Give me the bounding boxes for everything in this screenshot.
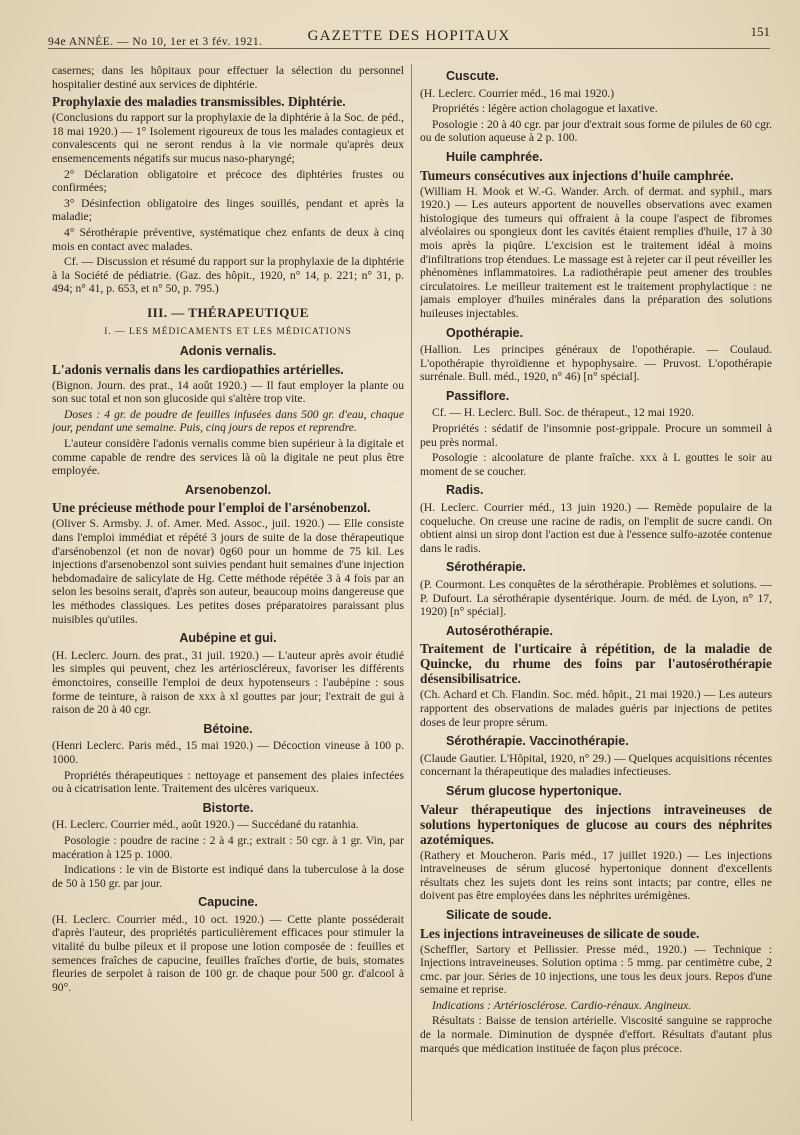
- paragraph-silicate-resultats: Résultats : Baisse de tension artérielle. Viscosité sanguine se rapproche de la normale. Diminution de dyspnée d'effort. Résultats d'autant plus marqués que médication instituée de façon plus précoce.: [420, 1014, 772, 1055]
- section-title: III. — THÉRAPEUTIQUE: [147, 304, 309, 320]
- article-title-prophylaxie: Prophylaxie des maladies transmissibles. Diphtérie.: [52, 94, 346, 110]
- paragraph-arsenobenzol-ref: (Oliver S. Armsby. J. of. Amer. Med. Assoc., juil. 1920.) — Elle consiste dans l'emploi immédiat et répété 3 jours de suite de la dose thérapeutique d'arsénobenzol (et non de novar) 0g60 pour un homme de 75 kil. Les injections d'arsenobenzol sont suivies pendant huit semaines d'une injection hebdomadaire de salicylate de Hg. Cette méthode répétée 3 à 4 fois par an selon les besoins serait, d'après son auteur, beaucoup moins dangereuse que les méthodes classiques. Les petites doses préparatoires paraissant plus nuisibles qu'utiles.: [52, 517, 404, 626]
- paragraph-prophylaxie-item3: 3° Désinfection obligatoire des linges souillés, pendant et après la maladie;: [52, 196, 404, 224]
- subsection-title: I. — LES MÉDICAMENTS ET LES MÉDICATIONS: [104, 326, 352, 337]
- paragraph-bistorte-indications: Indications : le vin de Bistorte est indiqué dans la tuberculose à la dose de 50 à 150 gr. par jour.: [52, 863, 404, 890]
- drug-heading-huile: Huile camphrée.: [446, 149, 543, 164]
- drug-heading-cuscute: Cuscute.: [446, 69, 499, 83]
- paragraph-betoine-props: Propriétés thérapeutiques : nettoyage et pansement des plaies infectées ou à cicatrisation lente. Traitement des ulcères variqueux.: [52, 768, 404, 796]
- paragraph-adonis-ref: (Bignon. Journ. des prat., 14 août 1920.) — Il faut employer la plante ou son suc total et non son glucoside qui s'altère trop vite.: [52, 378, 404, 406]
- drug-heading-aubepine: Aubépine et gui.: [179, 631, 277, 646]
- paragraph-huile-ref: (William H. Mook et W.-G. Wander. Arch. of dermat. and syphil., mars 1920.) — Les auteurs apportent de nouvelles observations avec examen histologique des tumeurs qui offraient à la coupe l'aspect de fibromes alvéolaires ou spongieux dont les cavités étaient remplies d'huile, 17 à 30 mois après la piqûre. L'excision est le traitement idéal à moins d'infiltrations trop étendues. Le massage est à rejeter car il peut réveiller les phénomènes inflammatoires. La radiothérapie peut amener des troubles circulatoires. Le meilleur traitement est le traitement prophylactique : ne jamais employer d'huiles minérales dans la préparation des solutions huileuses injectables.: [420, 184, 772, 320]
- right-column: [420, 64, 772, 1127]
- paragraph-prophylaxie-item2: 2° Déclaration obligatoire et précoce des diphtéries frustes ou confirmées;: [52, 167, 404, 195]
- paragraph-aubepine-ref: (H. Leclerc. Journ. des prat., 31 juil. 1920.) — L'auteur après avoir étudié les simples qui peuvent, chez les artérioscléreux, favoriser les différents émonctoires, conseille l'emploi de deux hypotenseurs : l'aubépine : sous forme de teinture, à raison de xxx à xl gouttes par jour; l'extrait de gui à raison de 20 à 40 cgr.: [52, 648, 404, 717]
- drug-heading-vaccinotherapie: Sérothérapie. Vaccinothérapie.: [446, 734, 629, 749]
- journal-title: GAZETTE DES HOPITAUX: [307, 28, 511, 44]
- paragraph-adonis-body: L'auteur considère l'adonis vernalis comme bien supérieur à la digitale et comme capable de rendre des services là où la digitale ne peut plus être employée.: [52, 437, 404, 478]
- paragraph-cuscute-props: Propriétés : légère action cholagogue et laxative.: [432, 102, 658, 116]
- drug-heading-silicate: Silicate de soude.: [446, 907, 552, 922]
- paragraph-serotherapie-ref: (P. Courmont. Les conquêtes de la sérothérapie. Problèmes et solutions. — P. Dufourt. La sérothérapie dysentérique. Journ. de méd. de Lyon, n° 17, 1920) [n° spécial].: [420, 578, 772, 619]
- drug-heading-opotherapie: Opothérapie.: [446, 325, 524, 340]
- article-title-huile: Tumeurs consécutives aux injections d'huile camphrée.: [420, 167, 734, 183]
- paragraph-casernes: casernes; dans les hôpitaux pour effectuer la sélection du personnel hospitalier destiné aux services de diphtérie.: [52, 64, 404, 91]
- paragraph-bistorte-ref: (H. Leclerc. Courrier méd., août 1920.) — Succédané du ratanhia.: [52, 818, 359, 832]
- paragraph-silicate-ref: (Scheffler, Sartory et Pellissier. Presse méd., 1920.) — Technique : Injections intraveineuses. Solution optima : 5 mmg. par centimètre cube, 2 cmc. par jour. Séries de 10 injections, une tous les deux jours. Repos d'une semaine et reprise.: [420, 942, 772, 997]
- paragraph-passiflore-posologie: Posologie : alcoolature de plante fraîche. xxx à L gouttes le soir au moment de se coucher.: [420, 451, 772, 478]
- paragraph-passiflore-cf: Cf. — H. Leclerc. Bull. Soc. de thérapeut., 12 mai 1920.: [432, 406, 695, 420]
- paragraph-autoserotherapie-ref: (Ch. Achard et Ch. Flandin. Soc. méd. hôpit., 21 mai 1920.) — Les auteurs rapportent des observations de malades guéris par injections de petites doses de leur propre sérum.: [420, 688, 772, 729]
- article-title-adonis: L'adonis vernalis dans les cardiopathies artérielles.: [52, 361, 344, 377]
- paragraph-vaccinotherapie-ref: (Claude Gautier. L'Hôpital, 1920, n° 29.) — Quelques acquisitions récentes concernant la thérapeutique des maladies infectieuses.: [420, 751, 772, 779]
- paragraph-radis-ref: (H. Leclerc. Courrier méd., 13 juin 1920.) — Remède populaire de la coqueluche. On creuse une racine de radis, on l'emplit de sucre candi. On obtient ainsi un sirop dont l'action est due à l'essence sulfo-azotée contenue dans le radis.: [420, 501, 772, 555]
- paragraph-passiflore-props: Propriétés : sédatif de l'insomnie post-grippale. Procure un sommeil à peu près normal.: [420, 422, 772, 449]
- paragraph-opotherapie-ref: (Hallion. Les principes généraux de l'opothérapie. — Coulaud. L'opothérapie thyroïdienne et hypophysaire. — Pruvost. L'opothérapie surrénale. Bull. méd., 1920, n° 46) [n° spécial].: [420, 343, 772, 384]
- article-title-autoserotherapie: Traitement de l'urticaire à répétition, de la maladie de Quincke, du rhume des foins par l'autosérothérapie désensibilisatrice.: [420, 641, 772, 687]
- paragraph-adonis-doses: Doses : 4 gr. de poudre de feuilles infusées dans 500 gr. d'eau, chaque jour, pendant une semaine. Puis, cinq jours de repos et reprendre.: [52, 407, 404, 435]
- column-divider: [411, 64, 412, 1121]
- paragraph-capucine-ref: (H. Leclerc. Courrier méd., 10 oct. 1920.) — Cette plante posséderait d'après l'auteur, des propriétés particulièrement efficaces pour stimuler la vitalité du bulbe pileux et il propose une lotion composée de : feuilles et semences fraîches de capucine, feuilles fraîches d'ortie, de buis, stomates fleuries de serpolet à raison de 100 gr. de chaque pour 500 gr. d'alcool à 90°.: [52, 912, 404, 994]
- drug-heading-arsenobenzol: Arsenobenzol.: [184, 482, 272, 497]
- page-header: [48, 22, 770, 49]
- drug-heading-serotherapie: Sérothérapie.: [446, 560, 526, 575]
- paragraph-serum-glucose-ref: (Rathery et Moucheron. Paris méd., 17 juillet 1920.) — Les injections intraveineuses de sérum glucosé hypertonique donnent d'excellents résultats chez les sujets dont les reins sont intacts; par contre, elles ne doivent pas être employées dans les néphrites urémigènes.: [420, 848, 772, 903]
- article-title-arsenobenzol: Une précieuse méthode pour l'emploi de l'arsénobenzol.: [52, 500, 371, 516]
- paragraph-bistorte-posologie: Posologie : poudre de racine : 2 à 4 gr.; extrait : 50 cgr. à 1 gr. Vin, par macération à 125 p. 1000.: [52, 833, 404, 861]
- paragraph-betoine-ref: (Henri Leclerc. Paris méd., 15 mai 1920.) — Décoction vineuse à 100 p. 1000.: [52, 739, 404, 766]
- article-title-silicate: Les injections intraveineuses de silicate de soude.: [420, 925, 700, 941]
- drug-heading-adonis: Adonis vernalis.: [179, 344, 277, 359]
- paragraph-prophylaxie-ref: (Conclusions du rapport sur la prophylaxie de la diphtérie à la Soc. de péd., 18 mai 1920.) — 1° Isolement rigoureux de tous les malades contagieux et convalescents qui ne seront rendus à la vie normale qu'après deux ensemencements négatifs sur mucus naso-pharyngé;: [52, 111, 404, 165]
- drug-heading-passiflore: Passiflore.: [446, 388, 510, 403]
- drug-heading-capucine: Capucine.: [198, 895, 258, 910]
- paragraph-cuscute-ref: (H. Leclerc. Courrier méd., 16 mai 1920.): [420, 86, 615, 100]
- left-column: [52, 64, 404, 1127]
- paragraph-cuscute-posologie: Posologie : 20 à 40 cgr. par jour d'extrait sous forme de pilules de 60 cgr. ou de solution aqueuse à 2 p. 100.: [420, 117, 772, 145]
- drug-heading-betoine: Bétoine.: [203, 721, 253, 736]
- drug-heading-bistorte: Bistorte.: [202, 800, 254, 815]
- paragraph-prophylaxie-item4: 4° Sérothérapie préventive, systématique chez enfants de deux à cinq mois en contact avec malades.: [52, 225, 404, 253]
- article-title-serum-glucose: Valeur thérapeutique des injections intraveineuses de solutions hypertoniques de glucose au cours des néphrites azotémiques.: [420, 801, 772, 847]
- drug-heading-autoserotherapie: Autosérothérapie.: [446, 623, 553, 638]
- paragraph-prophylaxie-cf: Cf. — Discussion et résumé du rapport sur la prophylaxie de la diphtérie à la Société de pédiatrie. (Gaz. des hôpit., 1920, n° 14, p. 221; n° 31, p. 494; n° 41, p. 653, et n° 50, p. 795.): [52, 255, 404, 296]
- page-number: 151: [750, 24, 770, 39]
- drug-heading-radis: Radis.: [446, 483, 484, 498]
- paragraph-silicate-indications: Indications : Artériosclérose. Cardio-rénaux. Angineux.: [432, 998, 692, 1012]
- drug-heading-serum-glucose: Sérum glucose hypertonique.: [446, 783, 622, 798]
- issue-line: 94e ANNÉE. — No 10, 1er et 3 fév. 1921.: [48, 36, 263, 48]
